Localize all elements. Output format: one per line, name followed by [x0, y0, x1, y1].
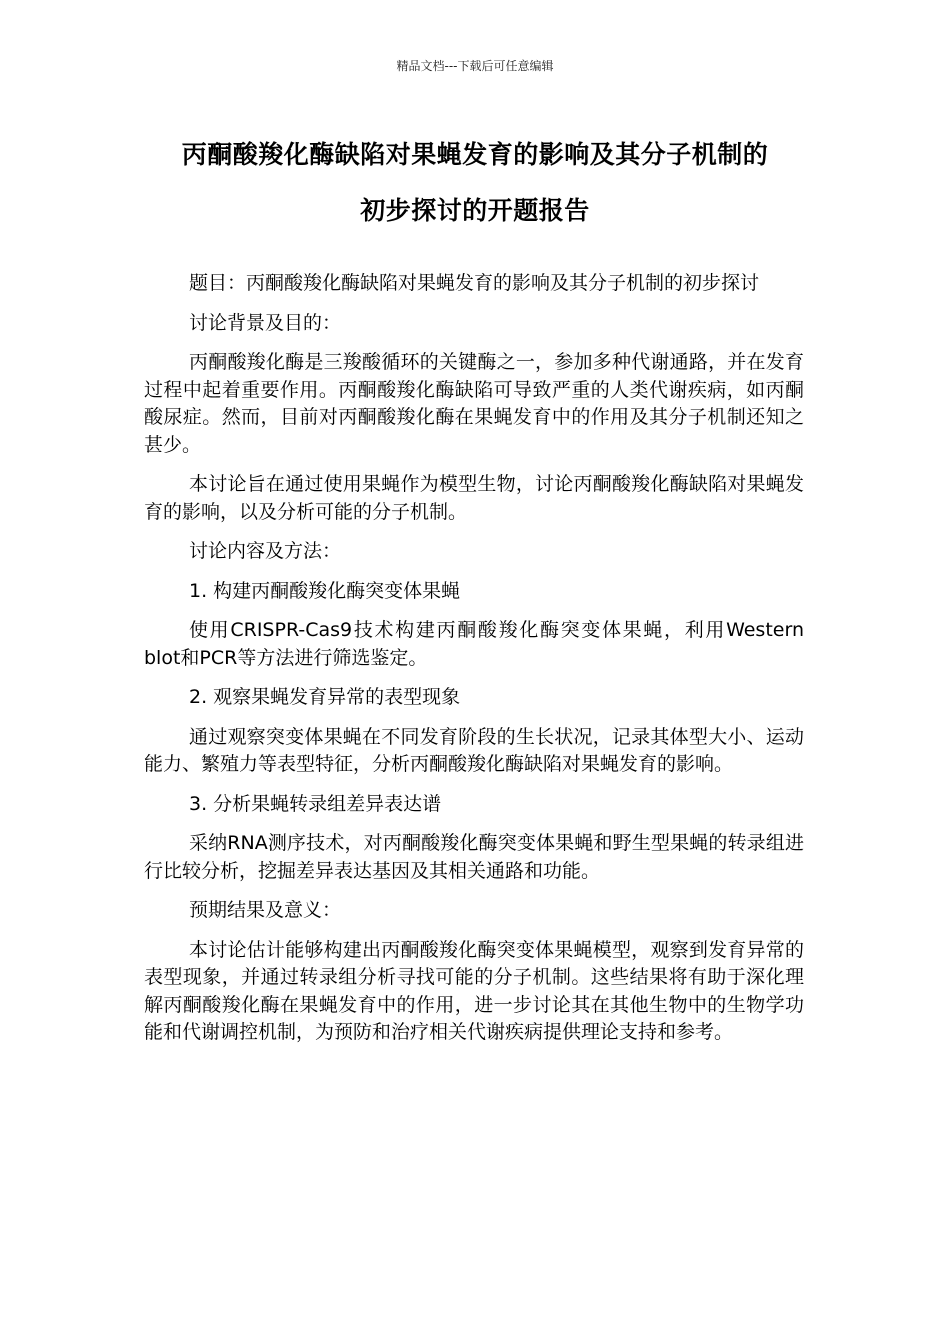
aim-paragraph: 本讨论旨在通过使用果蝇作为模型生物，讨论丙酮酸羧化酶缺陷对果蝇发育的影响，以及分析可能的分子机制。 [144, 473, 804, 523]
document-body [144, 270, 804, 1047]
method-item-1-heading: 1. 构建丙酮酸羧化酶突变体果蝇 [189, 579, 461, 602]
section-heading-methods: 讨论内容及方法： [189, 540, 342, 562]
section-heading-background: 讨论背景及目的： [189, 311, 342, 334]
method-item-3-text: 采纳RNA测序技术，对丙酮酸羧化酶突变体果蝇和野生型果蝇的转录组进行比较分析，挖掘差异表达基因及其相关通路和功能。 [144, 832, 804, 882]
document-title-line-2: 初步探讨的开题报告 [360, 196, 590, 225]
method-item-2-heading: 2. 观察果蝇发育异常的表型现象 [189, 686, 461, 708]
section-heading-expected: 预期结果及意义： [189, 899, 342, 921]
background-paragraph: 丙酮酸羧化酶是三羧酸循环的关键酶之一，参加多种代谢通路，并在发育过程中起着重要作用。丙酮酸羧化酶缺陷可导致严重的人类代谢疾病，如丙酮酸尿症。然而，目前对丙酮酸羧化酶在果蝇发育中的作用及其分子机制还知之甚少。 [144, 351, 804, 456]
expected-results-paragraph: 本讨论估计能够构建出丙酮酸羧化酶突变体果蝇模型，观察到发育异常的表型现象，并通过转录组分析寻找可能的分子机制。这些结果将有助于深化理解丙酮酸羧化酶在果蝇发育中的作用，进一步讨论其在其他生物中的生物学功能和代谢调控机制，为预防和治疗相关代谢疾病提供理论支持和参考。 [144, 938, 804, 1043]
header-note: 精品文档---下载后可任意编辑 [396, 59, 554, 73]
method-item-2-text: 通过观察突变体果蝇在不同发育阶段的生长状况，记录其体型大小、运动能力、繁殖力等表型特征，分析丙酮酸羧化酶缺陷对果蝇发育的影响。 [144, 725, 804, 775]
document-title-line-1: 丙酮酸羧化酶缺陷对果蝇发育的影响及其分子机制的 [181, 140, 769, 169]
method-item-1-text: 使用CRISPR-Cas9技术构建丙酮酸羧化酶突变体果蝇，利用Western blot和PCR等方法进行筛选鉴定。 [144, 619, 804, 669]
method-item-3-heading: 3. 分析果蝇转录组差异表达谱 [189, 792, 442, 815]
topic-paragraph: 题目：丙酮酸羧化酶缺陷对果蝇发育的影响及其分子机制的初步探讨 [189, 272, 760, 294]
